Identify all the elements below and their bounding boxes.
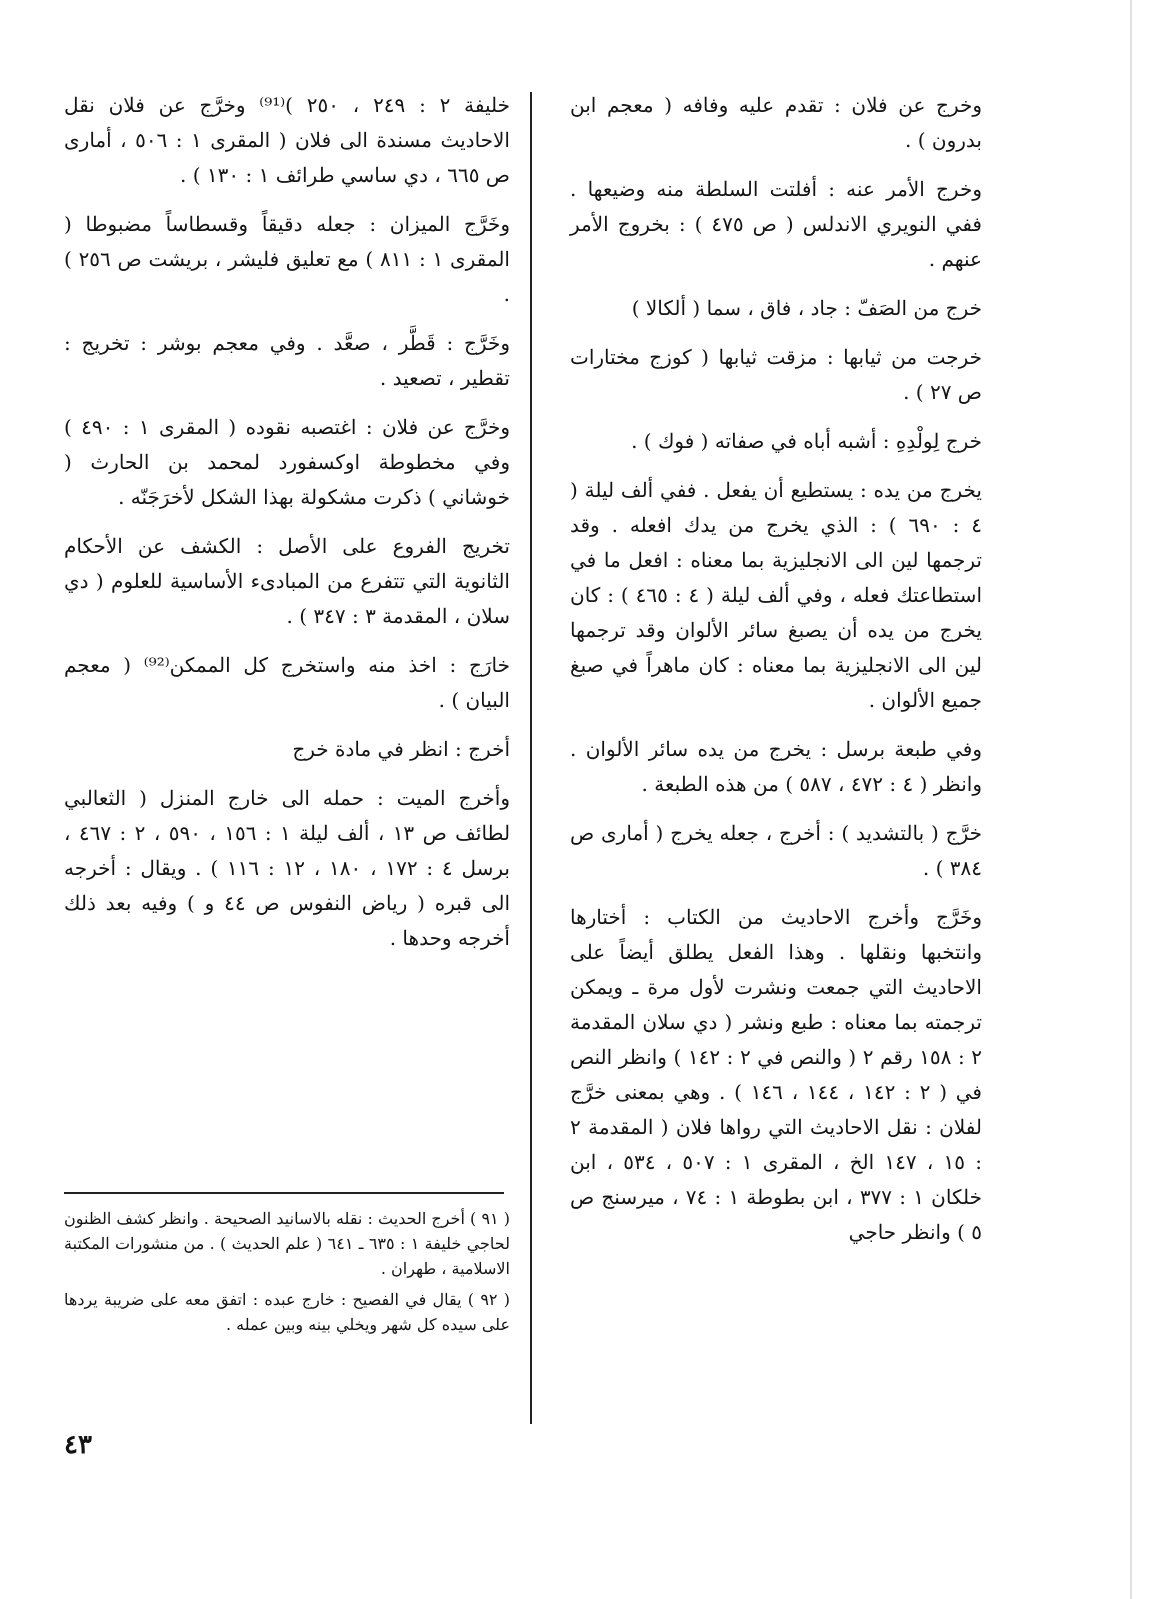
entry: خارَج : اخذ منه واستخرج كل الممكن⁽⁹²⁾ ( معجم البيان ) . [64, 653, 510, 712]
entry: وخرج عن فلان : تقدم عليه وفافه ( معجم ابن بدرون ) . [570, 93, 982, 152]
footnote: ( ٩٢ ) يقال في الفصيح : خارج عبده : اتفق معه على ضريبة يردها على سيده كل شهر ويخلي بينه وبين عمله . [64, 1290, 511, 1334]
footnote-divider [64, 1192, 504, 1194]
right-column [570, 88, 982, 1264]
entry: يخرج من يده : يستطيع أن يفعل . ففي ألف ليلة ( ٤ : ٦٩٠ ) : الذي يخرج من يدك افعله . وقد ترجمها لين الى الانجليزية بما معناه : افعل ما في استطاعتك فعله ، وفي ألف ليلة ( ٤ : ٤٦٥ ) : كان يخرج من يده أن يصبغ سائر الألوان وقد ترجمها لين الى الانجليزية بما معناه : كان ماهراً في صبغ جميع الألوان . [570, 478, 983, 712]
entry: وخرج الأمر عنه : أفلتت السلطة منه وضيعها . ففي النويري الاندلس ( ص ٤٧٥ ) : بخروج الأمر عنهم . [570, 177, 982, 271]
entry: خليفة ٢ : ٢٤٩ ، ٢٥٠ )⁽⁹¹⁾ وخرَّج عن فلان نقل الاحاديث مسندة الى فلان ( المقرى ١ : ٥٠٦ ، أمارى ص ٦٦٥ ، دي ساسي طرائف ١ : ١٣٠ ) . [64, 93, 511, 187]
footnote: ( ٩١ ) أخرج الحديث : نقله بالاسانيد الصحيحة . وانظر كشف الظنون لحاجي خليفة ١ : ٦٣٥ ـ ٦٤١ ( علم الحديث ) . من منشورات المكتبة الاسلامية ، طهران . [64, 1209, 511, 1278]
entry: خرج من الصَفّ : جاد ، فاق ، سما ( ألكالا ) [631, 296, 982, 320]
left-column [64, 88, 510, 970]
entry: خرجت من ثيابها : مزقت ثيابها ( كوزج مختارات ص ٢٧ ) . [570, 345, 982, 404]
column-divider [530, 92, 532, 1424]
entry: وخَرَّج الميزان : جعله دقيقاً وقسطاساً مضبوطا ( المقرى ١ : ٨١١ ) مع تعليق فليشر ، بريشت ص ٢٥٦ ) . [64, 212, 510, 306]
entry: وفي طبعة برسل : يخرج من يده سائر الألوان . وانظر ( ٤ : ٤٧٢ ، ٥٨٧ ) من هذه الطبعة . [570, 737, 982, 796]
entry: أخرج : انظر في مادة خرج [292, 737, 510, 761]
entry: وخَرَّج وأخرج الاحاديث من الكتاب : أختارها وانتخبها ونقلها . وهذا الفعل يطلق أيضاً على الاحاديث التي جمعت ونشرت لأول مرة ـ ويمكن ترجمته بما معناه : طبع ونشر ( دي سلان المقدمة ٢ : ١٥٨ رقم ٢ ( والنص في ٢ : ١٤٢ ) وانظر النص في ( ٢ : ١٤٢ ، ١٤٤ ، ١٤٦ ) . وهي بمعنى خرَّج لفلان : نقل الاحاديث التي رواها فلان ( المقدمة ٢ : ١٥ ، ١٤٧ الخ ، المقرى ١ : ٥٠٧ ، ٥٣٤ ، ابن خلكان ١ : ٣٧٧ ، ابن بطوطة ١ : ٧٤ ، ميرسنج ص ٥ ) وانظر حاجي [570, 905, 983, 1244]
entry: وخَرَّج : قَطَّر ، صعَّد . وفي معجم بوشر : تخريج : تقطير ، تصعيد . [64, 331, 510, 390]
entry: وخرَّج عن فلان : اغتصبه نقوده ( المقرى ١ : ٤٩٠ ) وفي مخطوطة اوكسفورد لمحمد بن الحارث ( خوشاني ) ذكرت مشكولة بهذا الشكل لأخرَجَنّه . [64, 415, 510, 509]
page-number: ٤٣ [64, 1430, 92, 1460]
entry: تخريج الفروع على الأصل : الكشف عن الأحكام الثانوية التي تتفرع من المبادىء الأساسية للعلوم ( دي سلان ، المقدمة ٣ : ٣٤٧ ) . [64, 534, 510, 628]
entry: خرج لِولْدِهِ : أشبه أباه في صفاته ( فوك ) . [631, 429, 982, 453]
entry: خرَّج ( بالتشديد ) : أخرج ، جعله يخرج ( أمارى ص ٣٨٤ ) . [570, 821, 982, 880]
scan-edge [1130, 0, 1132, 1599]
entry: وأخرج الميت : حمله الى خارج المنزل ( الثعالبي لطائف ص ١٣ ، ألف ليلة ١ : ١٥٦ ، ٥٩٠ ، ٢ : ٤٦٧ ، برسل ٤ : ١٧٢ ، ١٨٠ ، ١٢ : ١١٦ ) . ويقال : أخرجه الى قبره ( رياض النفوس ص ٤٤ و ) وفيه بعد ذلك أخرجه وحدها . [64, 786, 511, 950]
footnotes [64, 1206, 510, 1343]
